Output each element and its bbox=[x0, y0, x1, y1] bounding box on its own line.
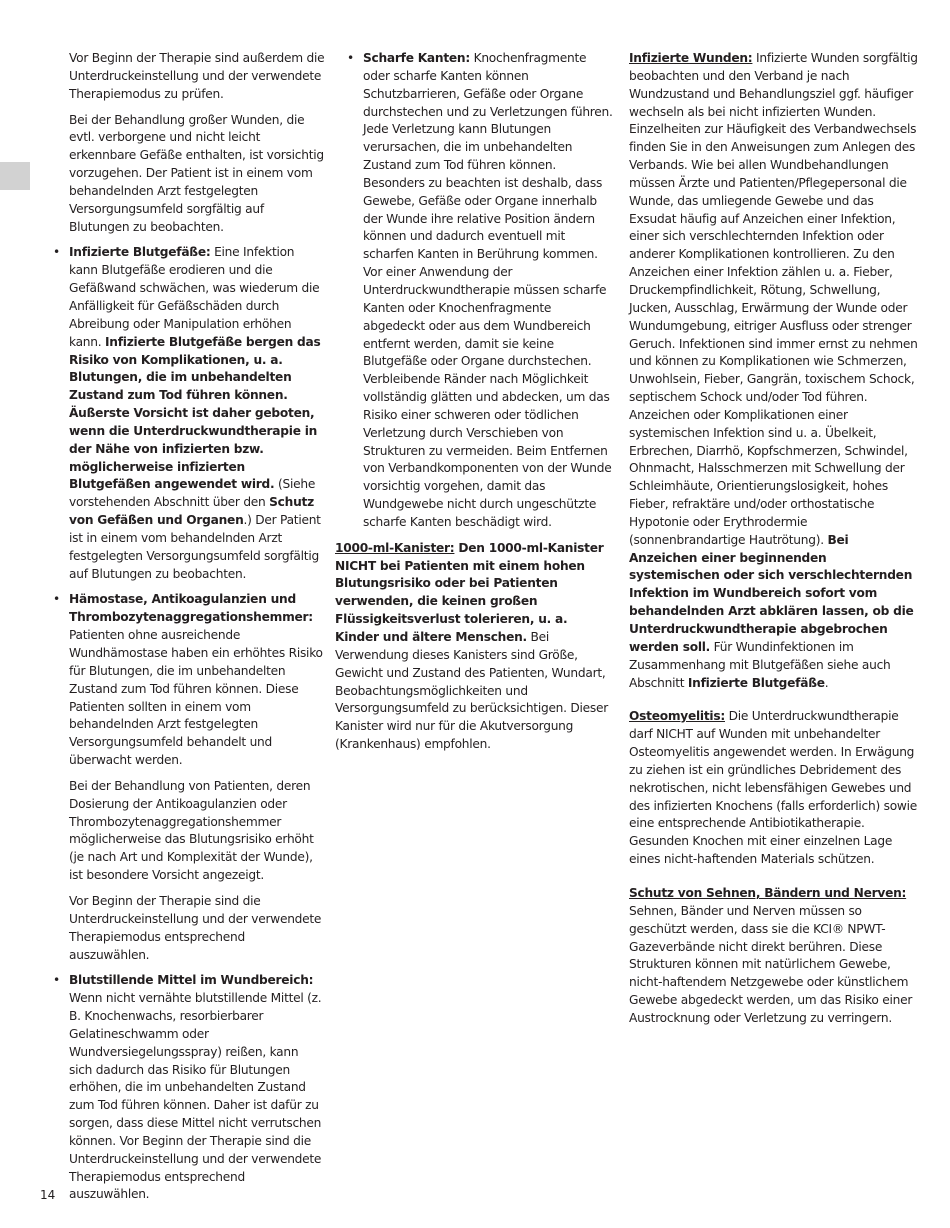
heading-sharp-edges: Scharfe Kanten: bbox=[363, 51, 470, 65]
paragraph-therapy-check: Vor Beginn der Therapie sind außerdem die Unterdruckeinstellung und der verwendete Therapiemodus zu prüfen. bbox=[69, 51, 325, 101]
section-tendon-protection: Schutz von Sehnen, Bändern und Nerven: Sehnen, Bänder und Nerven müssen so geschützt werden, dass sie die KCI® NPWT-Gazeverbände nicht direkt berühren. Diese Strukturen können mit natürlichem Gewebe, nicht-haftendem Netzgewebe oder künstlichem Gewebe abgedeckt werden, um das Risiko einer Austrocknung oder Verletzung zu verringern. bbox=[629, 885, 913, 1025]
heading-tendon-protection: Schutz von Sehnen, Bändern und Nerven: bbox=[629, 885, 907, 900]
section-canister: 1000-ml-Kanister: Den 1000-ml-Kanister NICHT bei Patienten mit einem hohen Blutungsrisiko oder bei Patienten verwenden, die keinen großen Flüssigkeitsverlust tolerieren, u. a. Kinder und ältere Menschen. Bei Verwendung dieses Kanisters sind Größe, Gewicht und Zustand des Patienten, Wundart, Beobachtungsmöglichkeiten und Versorgungsumfeld zu berücksichtigen. Dieser Kanister wird nur für die Akutversorgung (Krankenhaus) empfohlen. bbox=[335, 540, 609, 752]
bullet-icon: • bbox=[53, 592, 60, 607]
cross-reference-link: Schutz von Gefäßen und Organen bbox=[69, 495, 314, 528]
paragraph-large-wounds: Bei der Behandlung großer Wunden, die evtl. verborgene und nicht leicht erkennbare Gefäße enthalten, ist vorsichtig vorzugehen. Der Patient ist in einem vom behandelnden Arzt festgelegten Versorgungsumfeld sorgfältig auf Blutungen zu beobachten. bbox=[69, 112, 324, 234]
bullet-infected-vessels: • Infizierte Blutgefäße: Eine Infektion kann Blutgefäße erodieren und die Gefäßwand schwächen, was wiederum die Anfälligkeit für Gefäßschäden durch Abreibung oder Manipulation erhöhen kann. Infizierte Blutgefäße bergen das Risiko von Komplikationen, u. a. Blutungen, die im unbehandelten Zustand zum Tod führen können. Äußerste Vorsicht ist daher geboten, wenn die Unterdruckwundtherapie in der Nähe von infizierten bzw. möglicherweise infizierten Blutgefäßen angewendet wird. (Siehe vorstehenden Abschnitt über den Schutz von Gefäßen und Organen.) Der Patient ist in einem vom behandelnden Arzt festgelegten Versorgungsumfeld sorgfältig auf Blutungen zu beobachten. bbox=[53, 245, 321, 581]
paragraph-anticoagulants: Bei der Behandlung von Patienten, deren Dosierung der Antikoagulanzien oder Thrombozytenaggregationshemmer möglicherweise das Blutungsrisiko erhöht (je nach Art und Komplexität der Wunde), ist besondere Vorsicht angezeigt. bbox=[69, 778, 314, 883]
bullet-icon: • bbox=[347, 51, 354, 65]
chapter-tab-marker bbox=[0, 162, 30, 190]
bullet-hemostasis: • Hämostase, Antikoagulanzien und Thrombozytenaggregationshemmer: Patienten ohne ausreichende Wundhämostase haben ein erhöhtes Risiko für Blutungen, die im unbehandelten Zustand zum Tod führen können. Diese Patienten sollten in einem vom behandelnden Arzt festgelegten Versorgungsumfeld behandelt und überwacht werden. Bei der Behandlung von Patienten, deren Dosierung der Antikoagulanzien oder Thrombozytenaggregationshemmer möglicherweise das Blutungsrisiko erhöht (je nach Art und Komplexität der Wunde), ist besondere Vorsicht angezeigt. Vor Beginn der Therapie sind die Unterdruckeinstellung und der verwendete Therapiemodus entsprechend auszuwählen. bbox=[53, 591, 325, 964]
heading-hemostatic-agents: Blutstillende Mittel im Wundbereich: bbox=[69, 973, 314, 988]
section-osteomyelitis: Osteomyelitis: Die Unterdruckwundtherapie darf NICHT auf Wunden mit unbehandelter Osteomyelitis angewendet werden. In Erwägung zu ziehen ist ein gründliches Debridement des nekrotischen, nicht lebensfähigen Gewebes und des infizierten Knochens (falls erforderlich) sowie eine entsprechende Antibiotikatherapie. Gesunden Knochen mit einer einzelnen Lage eines nicht-haftenden Materials schützen. bbox=[629, 709, 917, 867]
section-infected-wounds: Infizierte Wunden: Infizierte Wunden sorgfältig beobachten und den Verband je nach Wundzustand und Behandlungsziel ggf. häufiger wechseln als bei nicht infizierten Wunden. Einzelheiten zur Häufigkeit des Verbandwechsels finden Sie in den Anweisungen zum Anlegen des Verbands. Wie bei allen Wundbehandlungen müssen Ärzte und Patienten/Pflegepersonal die Wunde, das umliegende Gewebe und das Exsudat häufig auf Anzeichen einer Infektion, einer sich verschlechternden Infektion oder anderer Komplikationen kontrollieren. Zu den Anzeichen einer Infektion zählen u. a. Fieber, Druckempfindlichkeit, Rötung, Schwellung, Jucken, Ausschlag, Erwärmung der Wunde oder Wundumgebung, eitriger Ausfluss oder strenger Geruch. Infektionen sind immer ernst zu nehmen und können zu Komplikationen wie Schmerzen, Unwohlsein, Fieber, Gangrän, toxischem Schock, septischem Schock und/oder Tod führen. Anzeichen oder Komplikationen einer systemischen Infektion sind u. a. Übelkeit, Erbrechen, Diarrhö, Kopfschmerzen, Schwindel, Ohnmacht, Halsschmerzen mit Schwellung der Schleimhäute, Orientierungslosigkeit, hohes Fieber, refraktäre und/oder orthostatische Hypotonie oder Erythrodermie (sonnenbrandartige Hautrötung). Bei Anzeichen einer beginnenden systemischen oder sich verschlechternden Infektion im Wundbereich sofort vom behandelnden Arzt abklären lassen, ob die Unterdruckwundtherapie abgebrochen werden soll. Für Wundinfektionen im Zusammenhang mit Blutgefäßen siehe auch Abschnitt Infizierte Blutgefäße. bbox=[629, 51, 918, 690]
heading-hemostasis: Hämostase, Antikoagulanzien und Thrombozytenaggregationshemmer: bbox=[69, 592, 313, 625]
heading-infected-vessels: Infizierte Blutgefäße: bbox=[69, 245, 211, 260]
column-middle bbox=[335, 50, 615, 762]
column-left bbox=[53, 50, 325, 1212]
page-number: 14 bbox=[40, 1188, 56, 1202]
cross-reference-link: Infizierte Blutgefäße bbox=[687, 675, 825, 690]
bullet-icon: • bbox=[53, 973, 60, 988]
bullet-icon: • bbox=[53, 245, 60, 260]
heading-osteomyelitis: Osteomyelitis: bbox=[629, 709, 725, 724]
column-right bbox=[629, 50, 919, 1036]
heading-infected-wounds: Infizierte Wunden: bbox=[629, 51, 753, 65]
paragraph-therapy-settings: Vor Beginn der Therapie sind die Unterdruckeinstellung und der verwendete Therapiemodus entsprechend auszuwählen. bbox=[69, 893, 322, 962]
bullet-sharp-edges: • Scharfe Kanten: Knochenfragmente oder scharfe Kanten können Schutzbarrieren, Gefäße oder Organe durchstechen und zu Verletzungen führen. Jede Verletzung kann Blutungen verursachen, die im unbehandelten Zustand zum Tod führen können. Besonders zu beachten ist deshalb, dass Gewebe, Gefäße oder Organe innerhalb der Wunde ihre relative Position ändern können und dadurch eventuell mit scharfen Kanten in Berührung kommen. Vor einer Anwendung der Unterdruckwundtherapie müssen scharfe Kanten oder Knochenfragmente abgedeckt oder aus dem Wundbereich entfernt werden, damit sie keine Blutgefäße oder Organe durchstechen. Verbleibende Ränder nach Möglichkeit vollständig glätten und abdecken, um das Risiko einer schweren oder tödlichen Verletzung durch Verschieben von Strukturen zu vermeiden. Beim Entfernen von Verbandkomponenten von der Wunde vorsichtig vorgehen, damit das Wundgewebe nicht durch ungeschützte scharfe Kanten beschädigt wird. bbox=[347, 51, 613, 529]
heading-canister: 1000-ml-Kanister: bbox=[335, 540, 455, 555]
bullet-hemostatic-agents: • Blutstillende Mittel im Wundbereich: Wenn nicht vernähte blutstillende Mittel (z. B. Knochenwachs, resorbierbarer Gelatineschwamm oder Wundversiegelungsspray) reißen, kann sich dadurch das Risiko für Blutungen erhöhen, die im unbehandelten Zustand zum Tod führen können. Daher ist dafür zu sorgen, dass diese Mittel nicht verrutschen können. Vor Beginn der Therapie sind die Unterdruckeinstellung und der verwendete Therapiemodus entsprechend auszuwählen. bbox=[53, 973, 322, 1202]
